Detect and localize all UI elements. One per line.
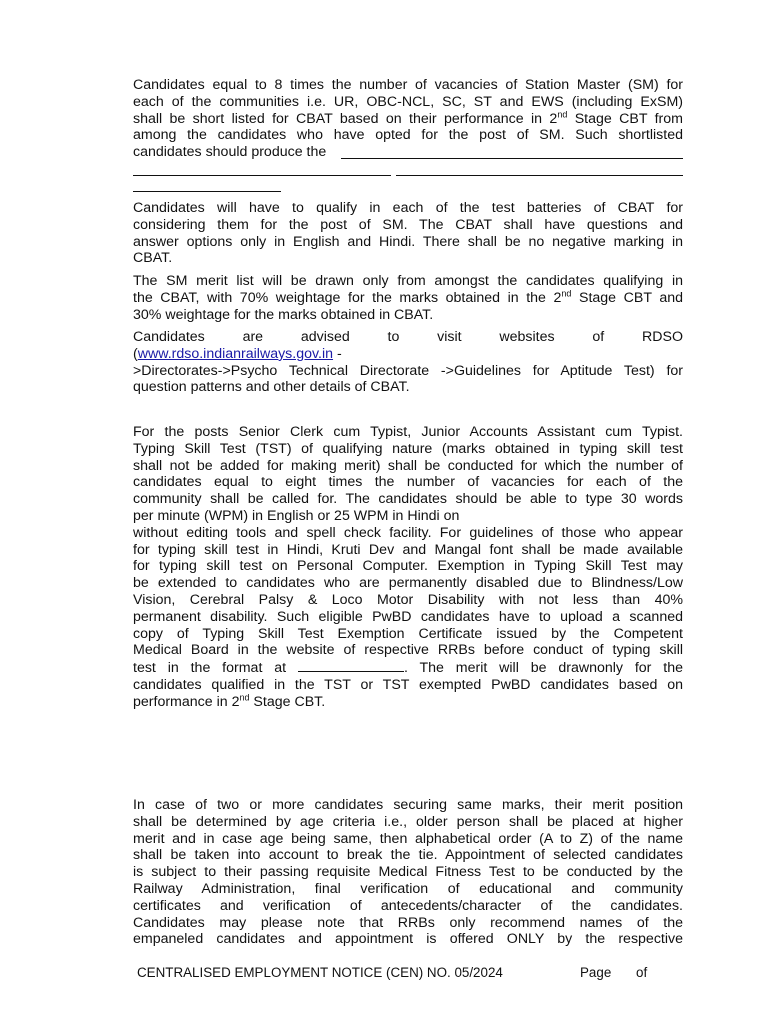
text-line: candidates qualified in the TST or TST exempted PwBD candidates based on	[133, 676, 683, 693]
blank-line	[298, 659, 404, 672]
text-line: (www.rdso.indianrailways.gov.in -	[133, 345, 342, 362]
text-line: Medical Board in the website of respective RRBs before conduct of typing skill	[133, 642, 683, 659]
text-line: the CBAT, with 70% weightage for the marks obtained in the 2nd Stage CBT and	[133, 288, 683, 306]
blank-line	[341, 158, 683, 159]
text-line: In case of two or more candidates securing same marks, their merit position	[133, 797, 683, 813]
text-line: shall be determined by age criteria i.e., older person shall be placed at higher	[133, 813, 683, 830]
text-line: community shall be called for. The candidates should be able to type 30 words	[133, 491, 683, 508]
text-line: Candidates equal to 8 times the number of vacancies of Station Master (SM) for	[133, 77, 683, 93]
text-line: Typing Skill Test (TST) of qualifying nature (marks obtained in typing skill test	[133, 440, 683, 457]
text-line: Candidates may please note that RRBs only recommend names of the	[133, 914, 683, 931]
text-line: >Directorates->Psycho Technical Directorate ->Guidelines for Aptitude Test) for	[133, 362, 683, 379]
text-line: among the candidates who have opted for the post of SM. Such shortlisted	[133, 127, 683, 144]
blank-line	[133, 175, 391, 176]
text-line: performance in 2nd Stage CBT.	[133, 692, 326, 710]
text-line: Vision, Cerebral Palsy & Loco Motor Disability with not less than 40%	[133, 591, 683, 608]
text-line: The SM merit list will be drawn only from amongst the candidates qualifying in	[133, 273, 683, 289]
text-line: copy of Typing Skill Test Exemption Certificate issued by the Competent	[133, 625, 683, 642]
text-line: each of the communities i.e. UR, OBC-NCL, SC, ST and EWS (including ExSM)	[133, 93, 683, 110]
paragraph-typing-skill-test	[133, 424, 683, 711]
text-line: question patterns and other details of CBAT.	[133, 379, 410, 396]
text-line: test in the format at . The merit will be drawnonly for the	[133, 660, 683, 677]
text-line: shall be short listed for CBAT based on their performance in 2nd Stage CBT from	[133, 108, 683, 127]
text-line: per minute (WPM) in English or 25 WPM in Hindi on	[133, 507, 460, 524]
text-line: answer options only in English and Hindi. There shall be no negative marking in	[133, 233, 683, 250]
text-line: for typing skill test on Personal Computer. Exemption in Typing Skill Test may	[133, 558, 683, 575]
paragraph-sm-shortlist	[133, 77, 683, 161]
text-line: be extended to candidates who are permanently disabled due to Blindness/Low	[133, 575, 683, 592]
text-line: certificates and verification of antecedents/character of the candidates.	[133, 897, 683, 914]
footer-page-label: Page	[580, 965, 612, 980]
text-line: Railway Administration, final verification of educational and community	[133, 880, 683, 897]
text-line: shall not be added for making merit) shall be conducted for which the number of	[133, 457, 683, 474]
text-line: shall be taken into account to break the tie. Appointment of selected candidates	[133, 847, 683, 864]
rdso-website-link[interactable]: www.rdso.indianrailways.gov.in	[137, 345, 334, 362]
text-line: considering them for the post of SM. The CBAT shall have questions and	[133, 216, 683, 233]
text-line: CBAT.	[133, 250, 173, 267]
paragraph-rdso-websites	[133, 329, 683, 396]
paragraph-tie-breaking	[133, 797, 683, 948]
text-line: without editing tools and spell check facility. For guidelines of those who appear	[133, 524, 683, 541]
text-line: empaneled candidates and appointment is offered ONLY by the respective	[133, 931, 683, 948]
text-line: permanent disability. Such eligible PwBD candidates have to upload a scanned	[133, 608, 683, 625]
text-line: Candidates will have to qualify in each of the test batteries of CBAT for	[133, 200, 683, 216]
text-line: 30% weightage for the marks obtained in CBAT.	[133, 306, 434, 323]
blank-line	[396, 175, 683, 176]
text-line: for typing skill test in Hindi, Kruti Dev and Mangal font shall be made available	[133, 541, 683, 558]
blank-line	[133, 191, 281, 192]
text-line: candidates should produce the	[133, 144, 327, 161]
text-line: is subject to their passing requisite Medical Fitness Test to be conducted by the	[133, 864, 683, 881]
paragraph-cbat-qualify	[133, 200, 683, 267]
footer-of-label: of	[636, 965, 648, 980]
text-line: merit and in case age being same, then alphabetical order (A to Z) of the name	[133, 830, 683, 847]
text-line: Candidates are advised to visit websites of RDSO	[133, 329, 683, 345]
footer-notice: CENTRALISED EMPLOYMENT NOTICE (CEN) NO. 05/2024	[137, 965, 503, 980]
text-line: For the posts Senior Clerk cum Typist, Junior Accounts Assistant cum Typist.	[133, 424, 683, 440]
paragraph-sm-merit-list	[133, 273, 683, 323]
text-line: candidates equal to eight times the number of vacancies for each of the	[133, 474, 683, 491]
